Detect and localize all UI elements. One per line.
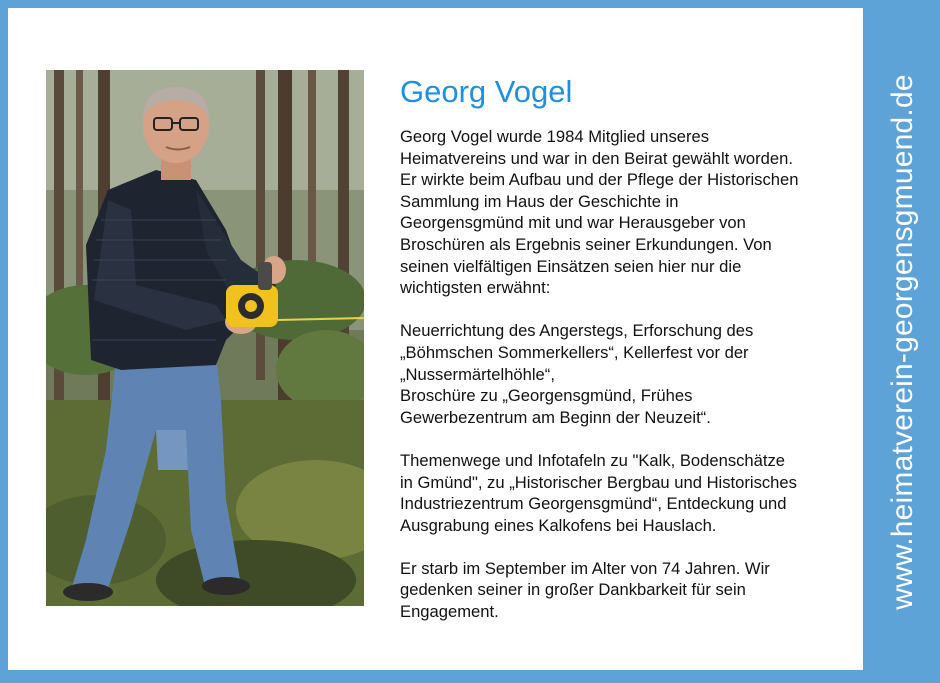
bio-line: Er starb im September im Alter von 74 Jahren. Wir (400, 558, 770, 578)
person-name-heading: Georg Vogel (400, 74, 573, 109)
bio-line: Er wirkte beim Aufbau und der Pflege der Historischen (400, 170, 799, 190)
bio-line: „Böhmschen Sommerkellers“, Kellerfest vor der (400, 342, 749, 362)
bio-line: Neuerrichtung des Angerstegs, Erforschung des (400, 321, 754, 341)
bio-line: gedenken seiner in großer Dankbarkeit für sein (400, 580, 746, 600)
bio-line: Broschüren als Ergebnis seiner Erkundungen. Von (400, 234, 772, 254)
bio-line: Sammlung im Haus der Geschichte in (400, 191, 679, 211)
bio-paragraph-projects (400, 320, 855, 428)
bio-line: Themenwege und Infotafeln zu "Kalk, Bodenschätze (400, 450, 786, 470)
bio-paragraph-themes (400, 450, 855, 536)
bio-line: in Gmünd", zu „Historischer Bergbau und Historisches (400, 472, 797, 492)
bio-line: Georg Vogel wurde 1984 Mitglied unseres (400, 127, 710, 146)
bio-line: Engagement. (400, 602, 499, 622)
bio-line: Industriezentrum Georgensgmünd“, Entdeckung und (400, 494, 787, 514)
website-url-vertical: www.heimatverein-georgensgmuend.de (886, 74, 919, 610)
bio-line: Heimatvereins und war in den Beirat gewählt worden. (400, 148, 793, 168)
bio-paragraph-obituary (400, 558, 855, 623)
bio-paragraph-membership (400, 126, 855, 299)
bio-line: Broschüre zu „Georgensgmünd, Frühes (400, 386, 693, 406)
bio-line: Ausgrabung eines Kalkofens bei Hauslach. (400, 515, 717, 535)
bio-line: Gewerbezentrum am Beginn der Neuzeit“. (400, 407, 711, 427)
bio-line: Georgensgmünd mit und war Herausgeber von (400, 213, 746, 233)
biography-text (400, 126, 855, 623)
bio-line: „Nussermärtelhöhle“, (400, 364, 555, 384)
bio-line: seinen vielfältigen Einsätzen seien hier nur die (400, 256, 742, 276)
portrait-photo (46, 70, 364, 606)
bio-line: wichtigsten erwähnt: (400, 278, 551, 298)
memorial-card (8, 8, 863, 670)
